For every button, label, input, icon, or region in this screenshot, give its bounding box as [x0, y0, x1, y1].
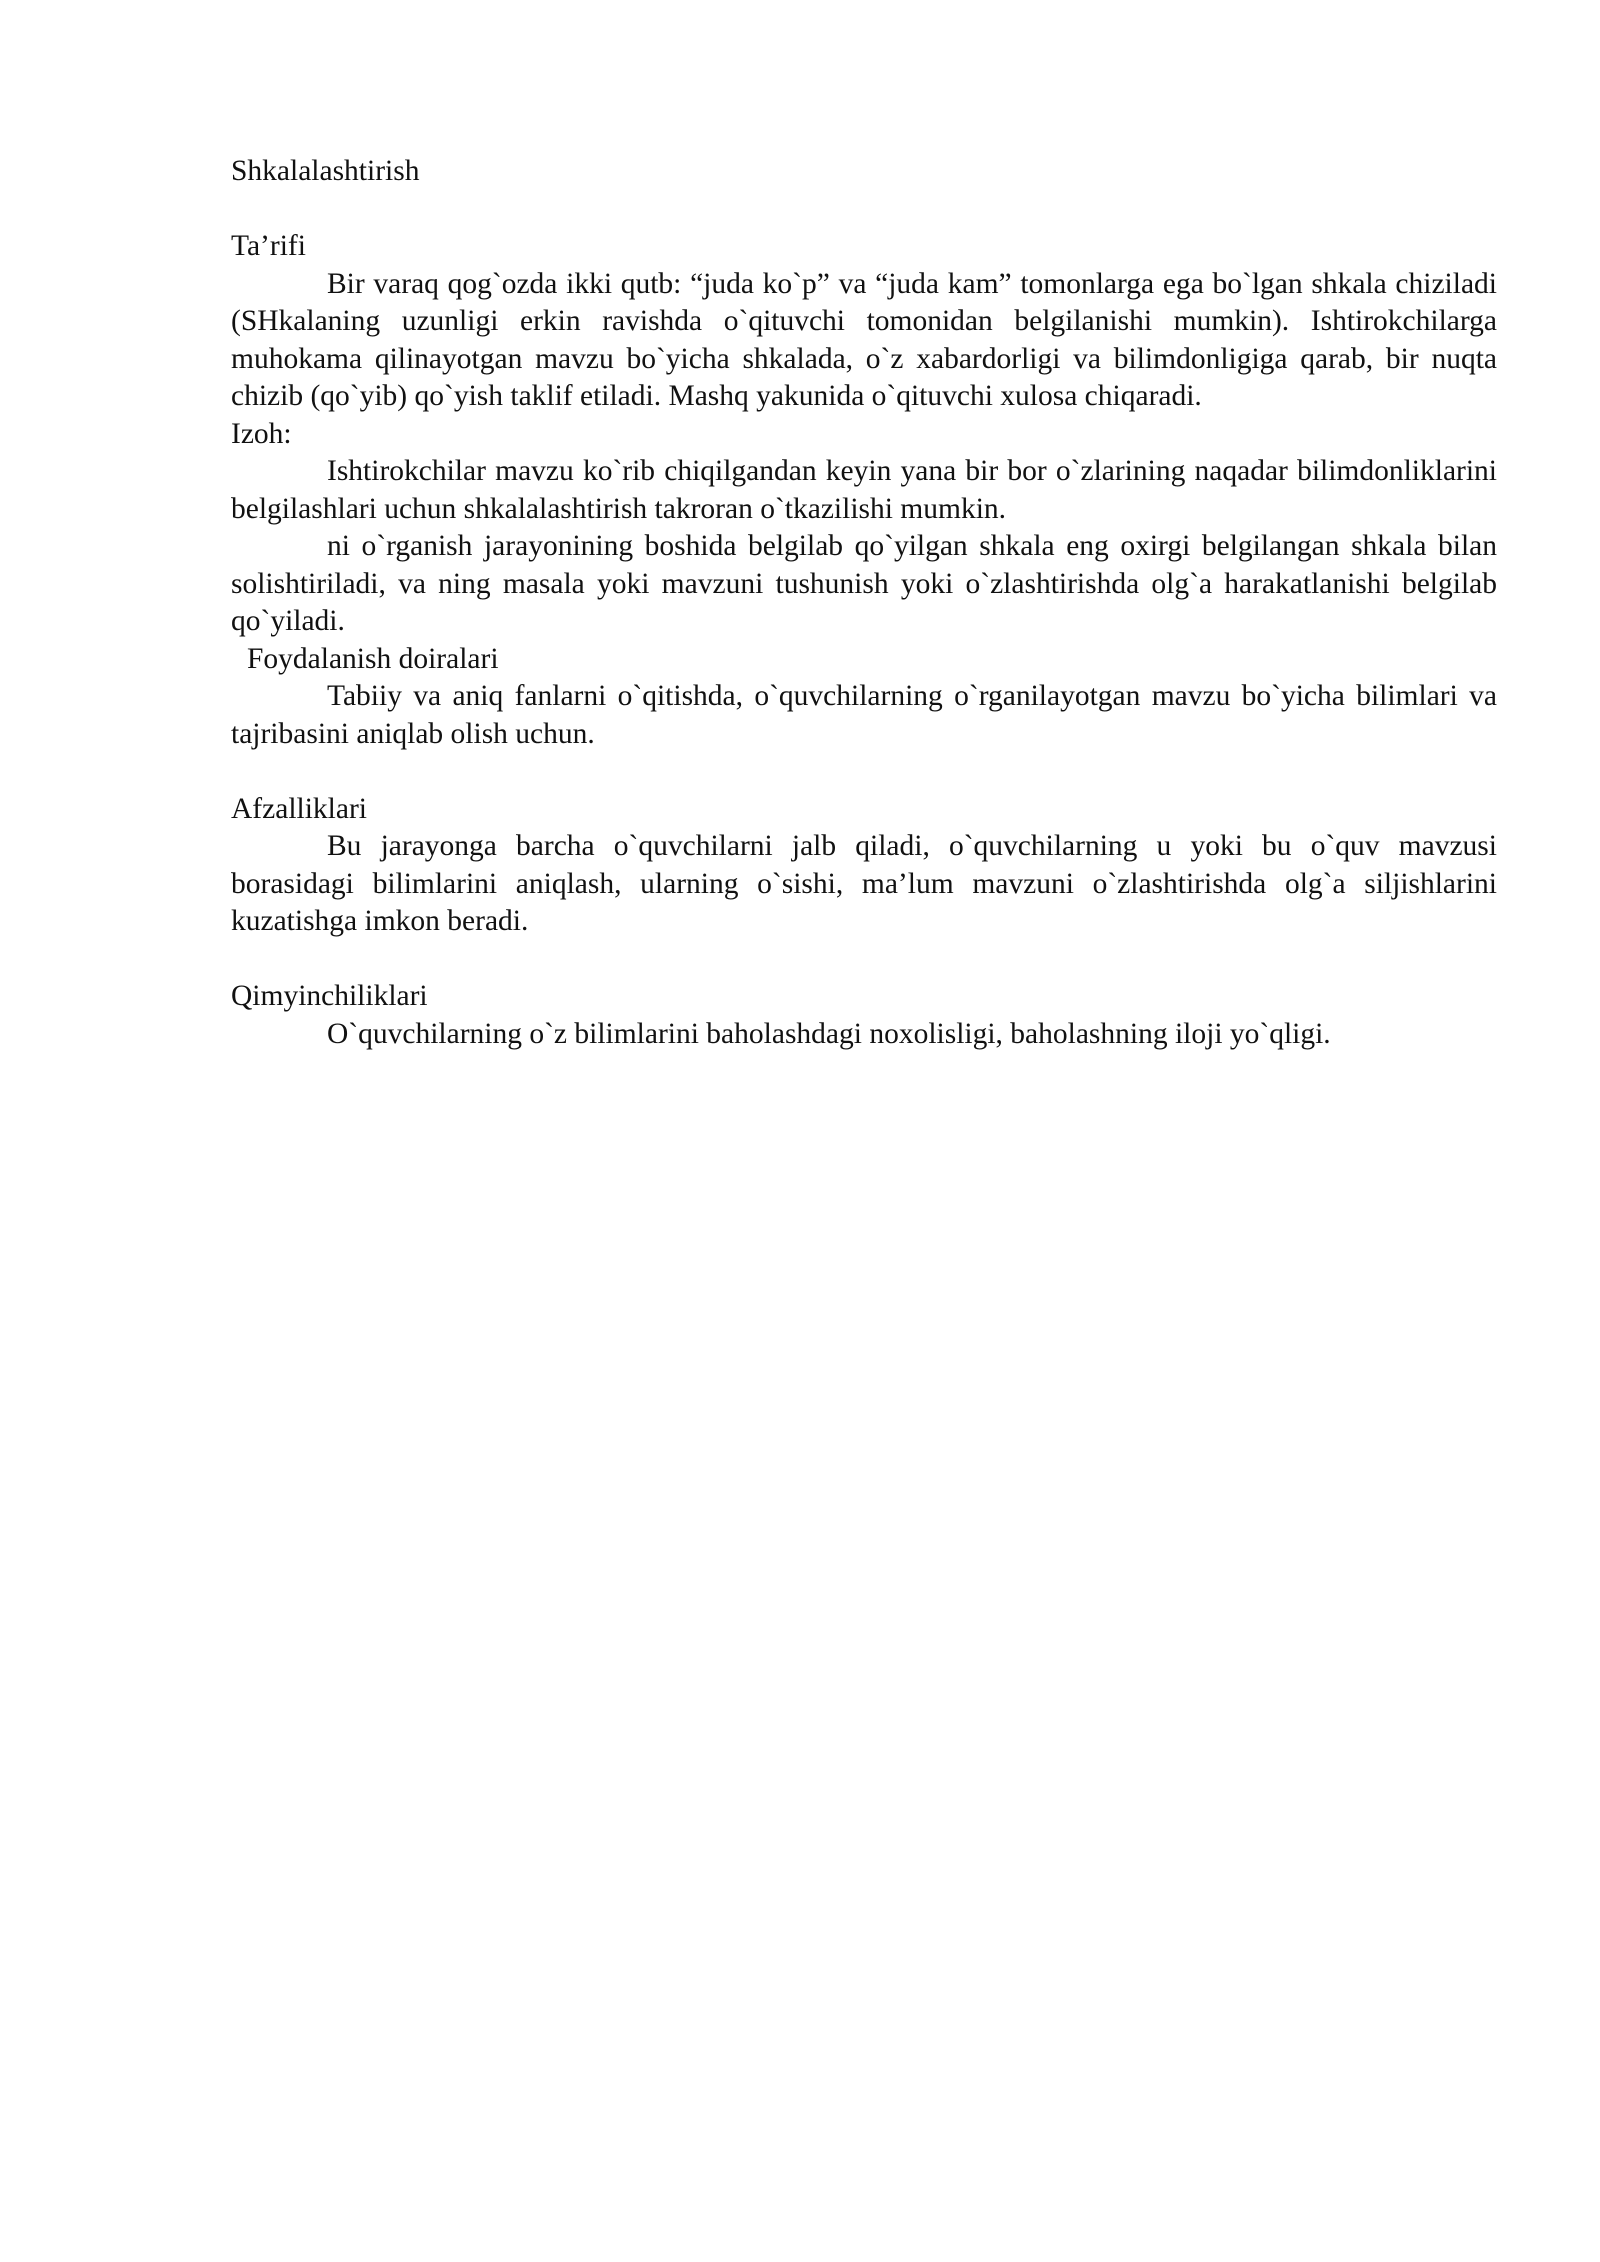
spacer: [231, 753, 1497, 791]
section-paragraph-afzalliklari: Bu jarayonga barcha o`quvchilarni jalb qiladi, o`quvchilarning u yoki bu o`quv mavzusi borasidagi bilimlarini aniqlash, ularning o`sishi, ma’lum mavzuni o`zlashtirishda olg`a siljishlarini kuzatishga imkon beradi.: [231, 830, 1497, 937]
document-title: Shkalalashtirish: [231, 155, 420, 187]
section-heading-foydalanish: Foydalanish doiralari: [247, 642, 499, 675]
section-paragraph-tarifi: Bir varaq qog`ozda ikki qutb: “juda ko`p” va “juda kam” tomonlarga ega bo`lgan shkala chiziladi (SHkalaning uzunligi erkin ravishda o`qituvchi tomonidan belgilanishi mumkin). Ishtirokchilarga muhokama qilinayotgan mavzu bo`yicha shkalada, o`z xabardorligi va bilimdonligiga qarab, bir nuqta chizib (qo`yib) qo`yish taklif etiladi. Mashq yakunida o`qituvchi xulosa chiqaradi.: [231, 267, 1497, 412]
spacer: [231, 191, 1497, 229]
section-paragraph-izoh-2: ni o`rganish jarayonining boshida belgilab qo`yilgan shkala eng oxirgi belgilangan shkala bilan solishtiriladi, va ning masala yoki mavzuni tushunish yoki o`zlashtirishda olg`a harakatlanishi belgilab qo`yiladi.: [231, 530, 1497, 637]
section-paragraph-izoh-1: Ishtirokchilar mavzu ko`rib chiqilgandan keyin yana bir bor o`zlarining naqadar bilimdonliklarini belgilashlari uchun shkalalashtirish takroran o`tkazilishi mumkin.: [231, 455, 1497, 525]
spacer: [231, 941, 1497, 979]
section-heading-tarifi: Ta’rifi: [231, 230, 306, 262]
section-paragraph-qimyinchiliklari: O`quvchilarning o`z bilimlarini baholashdagi noxolisligi, baholashning iloji yo`qligi.: [327, 1017, 1331, 1050]
section-heading-qimyinchiliklari: Qimyinchiliklari: [231, 980, 428, 1012]
section-heading-izoh: Izoh:: [231, 417, 292, 450]
section-paragraph-foydalanish: Tabiiy va aniq fanlarni o`qitishda, o`quvchilarning o`rganilayotgan mavzu bo`yicha bilimlari va tajribasini aniqlab olish uchun.: [231, 680, 1497, 750]
section-heading-afzalliklari: Afzalliklari: [231, 792, 367, 825]
document-body: [231, 153, 1497, 1053]
